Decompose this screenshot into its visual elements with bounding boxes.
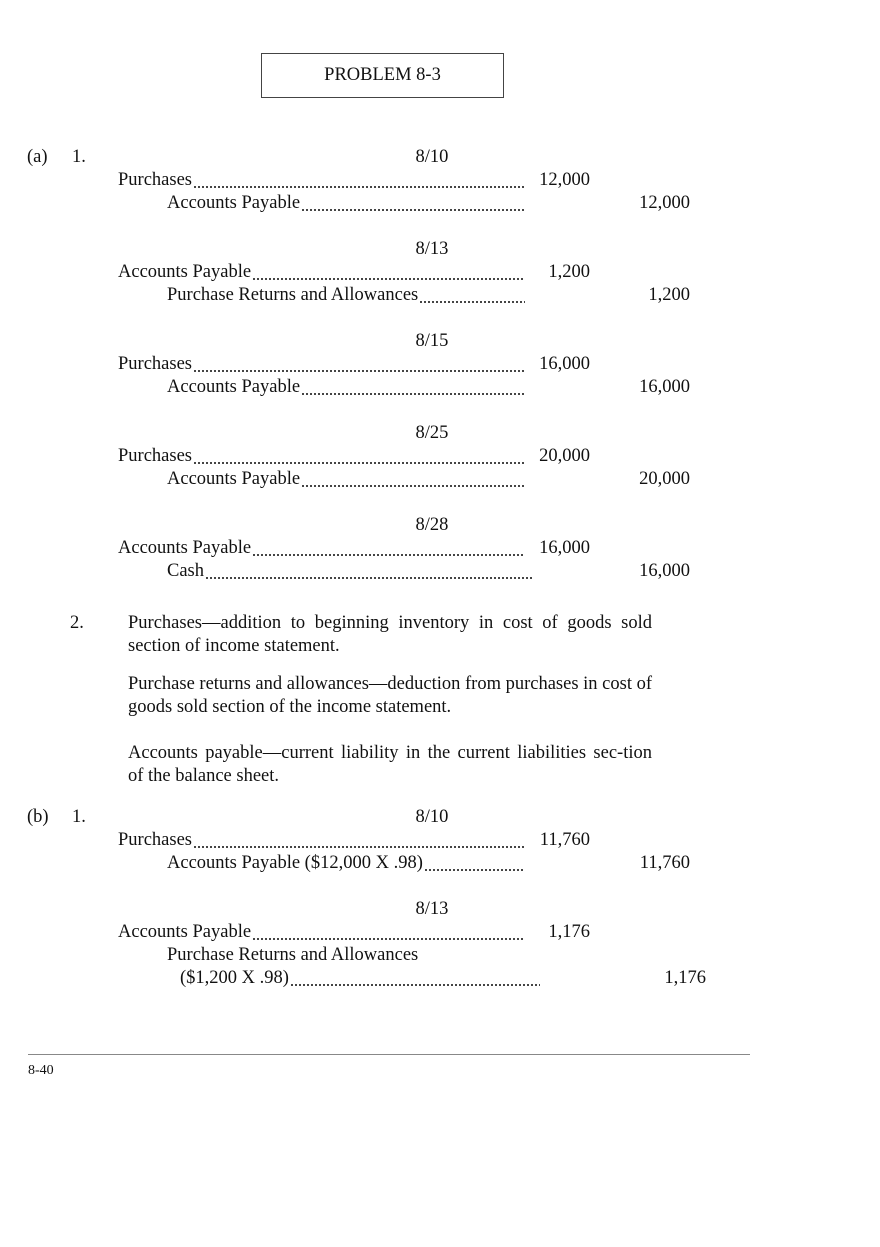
credit-amount: 1,176 bbox=[664, 968, 706, 988]
debit-account bbox=[118, 169, 525, 191]
credit-amount: 11,760 bbox=[639, 853, 690, 873]
dot-leader bbox=[301, 376, 525, 398]
problem-title-text: PROBLEM 8-3 bbox=[324, 65, 441, 85]
debit-amount: 1,200 bbox=[548, 262, 590, 282]
dot-leader bbox=[193, 169, 525, 191]
entry-date: 8/15 bbox=[415, 331, 449, 351]
credit-account: Purchase Returns and Allowances bbox=[167, 945, 419, 965]
dot-leader bbox=[424, 852, 525, 874]
debit-account bbox=[118, 829, 525, 851]
credit-account-text: Accounts Payable bbox=[167, 469, 301, 489]
debit-amount: 11,760 bbox=[539, 830, 590, 850]
debit-amount: 12,000 bbox=[539, 170, 590, 190]
credit-account bbox=[167, 284, 525, 306]
entry-date: 8/28 bbox=[415, 515, 449, 535]
debit-account-text: Purchases bbox=[118, 354, 192, 374]
credit-amount: 16,000 bbox=[639, 377, 690, 397]
debit-account-text: Accounts Payable bbox=[118, 262, 252, 282]
question-1-label: 1. bbox=[72, 147, 86, 167]
entry-date: 8/10 bbox=[415, 807, 449, 827]
credit-account bbox=[167, 192, 525, 214]
page-number: 8-40 bbox=[28, 1063, 54, 1078]
debit-account bbox=[118, 537, 525, 559]
credit-account-detail bbox=[180, 967, 540, 989]
dot-leader bbox=[252, 921, 525, 943]
part-a-label: (a) bbox=[27, 147, 48, 167]
problem-title bbox=[261, 53, 504, 98]
credit-account-text: Purchase Returns and Allowances bbox=[167, 285, 419, 305]
credit-amount: 12,000 bbox=[639, 193, 690, 213]
debit-account bbox=[118, 353, 525, 375]
debit-account-text: Accounts Payable bbox=[118, 922, 252, 942]
dot-leader bbox=[301, 192, 525, 214]
debit-amount: 16,000 bbox=[539, 354, 590, 374]
part-b-label: (b) bbox=[27, 807, 49, 827]
debit-amount: 1,176 bbox=[548, 922, 590, 942]
footer-rule bbox=[28, 1054, 750, 1055]
debit-account-text: Purchases bbox=[118, 830, 192, 850]
entry-date: 8/13 bbox=[415, 899, 449, 919]
explanation-returns: Purchase returns and allowances—deduction from purchases in cost of goods sold section of the income statement. bbox=[128, 674, 653, 717]
debit-amount: 20,000 bbox=[539, 446, 590, 466]
explanation-purchases: Purchases—addition to beginning inventory in cost of goods sold section of income statement. bbox=[128, 613, 652, 656]
dot-leader bbox=[193, 445, 525, 467]
question-2-label: 2. bbox=[70, 613, 84, 633]
debit-account bbox=[118, 445, 525, 467]
question-b1-label: 1. bbox=[72, 807, 86, 827]
credit-account bbox=[167, 560, 533, 582]
credit-amount: 1,200 bbox=[648, 285, 690, 305]
dot-leader bbox=[301, 468, 525, 490]
dot-leader bbox=[252, 261, 525, 283]
debit-account-text: Purchases bbox=[118, 446, 192, 466]
dot-leader bbox=[193, 353, 525, 375]
credit-account-text: Accounts Payable bbox=[167, 193, 301, 213]
debit-amount: 16,000 bbox=[539, 538, 590, 558]
dot-leader bbox=[193, 829, 525, 851]
debit-account bbox=[118, 261, 525, 283]
credit-account bbox=[167, 376, 525, 398]
dot-leader bbox=[419, 284, 525, 306]
entry-date: 8/25 bbox=[415, 423, 449, 443]
credit-account-text: Accounts Payable ($12,000 X .98) bbox=[167, 853, 423, 873]
dot-leader bbox=[290, 967, 540, 989]
credit-amount: 16,000 bbox=[639, 561, 690, 581]
debit-account-text: Purchases bbox=[118, 170, 192, 190]
credit-account bbox=[167, 468, 525, 490]
credit-amount: 20,000 bbox=[639, 469, 690, 489]
dot-leader bbox=[205, 560, 533, 582]
entry-date: 8/10 bbox=[415, 147, 449, 167]
credit-account-text: Accounts Payable bbox=[167, 377, 301, 397]
dot-leader bbox=[252, 537, 525, 559]
credit-account-text: Cash bbox=[167, 561, 204, 581]
entry-date: 8/13 bbox=[415, 239, 449, 259]
explanation-accounts-payable: Accounts payable—current liability in the current liabilities sec-tion of the balance sheet. bbox=[128, 743, 652, 786]
debit-account-text: Accounts Payable bbox=[118, 538, 252, 558]
credit-account-detail-text: ($1,200 X .98) bbox=[180, 968, 289, 988]
credit-account bbox=[167, 852, 525, 874]
debit-account bbox=[118, 921, 525, 943]
